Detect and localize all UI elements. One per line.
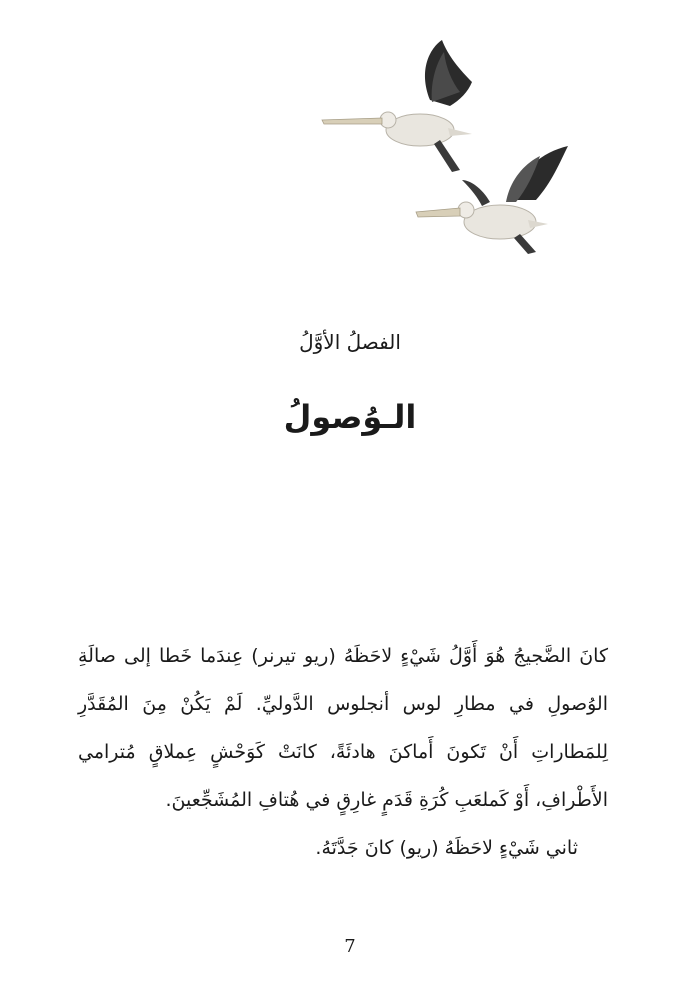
paragraph-1: كانَ الضَّجيجُ هُوَ أَوَّلُ شَيْءٍ لاحَظَهُ (ريو تيرنر) عِندَما خَطا إلى صالَةِ الوُصولِ في مطارِ لوس أنجلوس الدَّوليِّ. لَمْ يَكُنْ مِنَ المُقَدَّرِ لِلمَطاراتِ أَنْ تَكونَ أَماكنَ هادئَةً، كانَتْ كَوَحْشٍ عِملاقٍ مُترامي الأَطْرافِ، أَوْ كَملعَبِ كُرَةِ قَدَمٍ غارِقٍ في هُتافِ المُشَجِّعينَ. <box>78 645 608 811</box>
paragraph-2: ثاني شَيْءٍ لاحَظَهُ (ريو) كانَ جَدَّتَهُ. <box>315 837 578 859</box>
chapter-label: الفصلُ الأوَّلُ <box>299 330 401 354</box>
pelican-upper <box>322 40 472 172</box>
flying-pelicans-icon <box>310 30 580 270</box>
page-number: 7 <box>344 936 356 957</box>
body-text <box>78 632 608 872</box>
pelican-lower <box>416 146 568 254</box>
chapter-title: الـوُصولُ <box>283 398 417 436</box>
